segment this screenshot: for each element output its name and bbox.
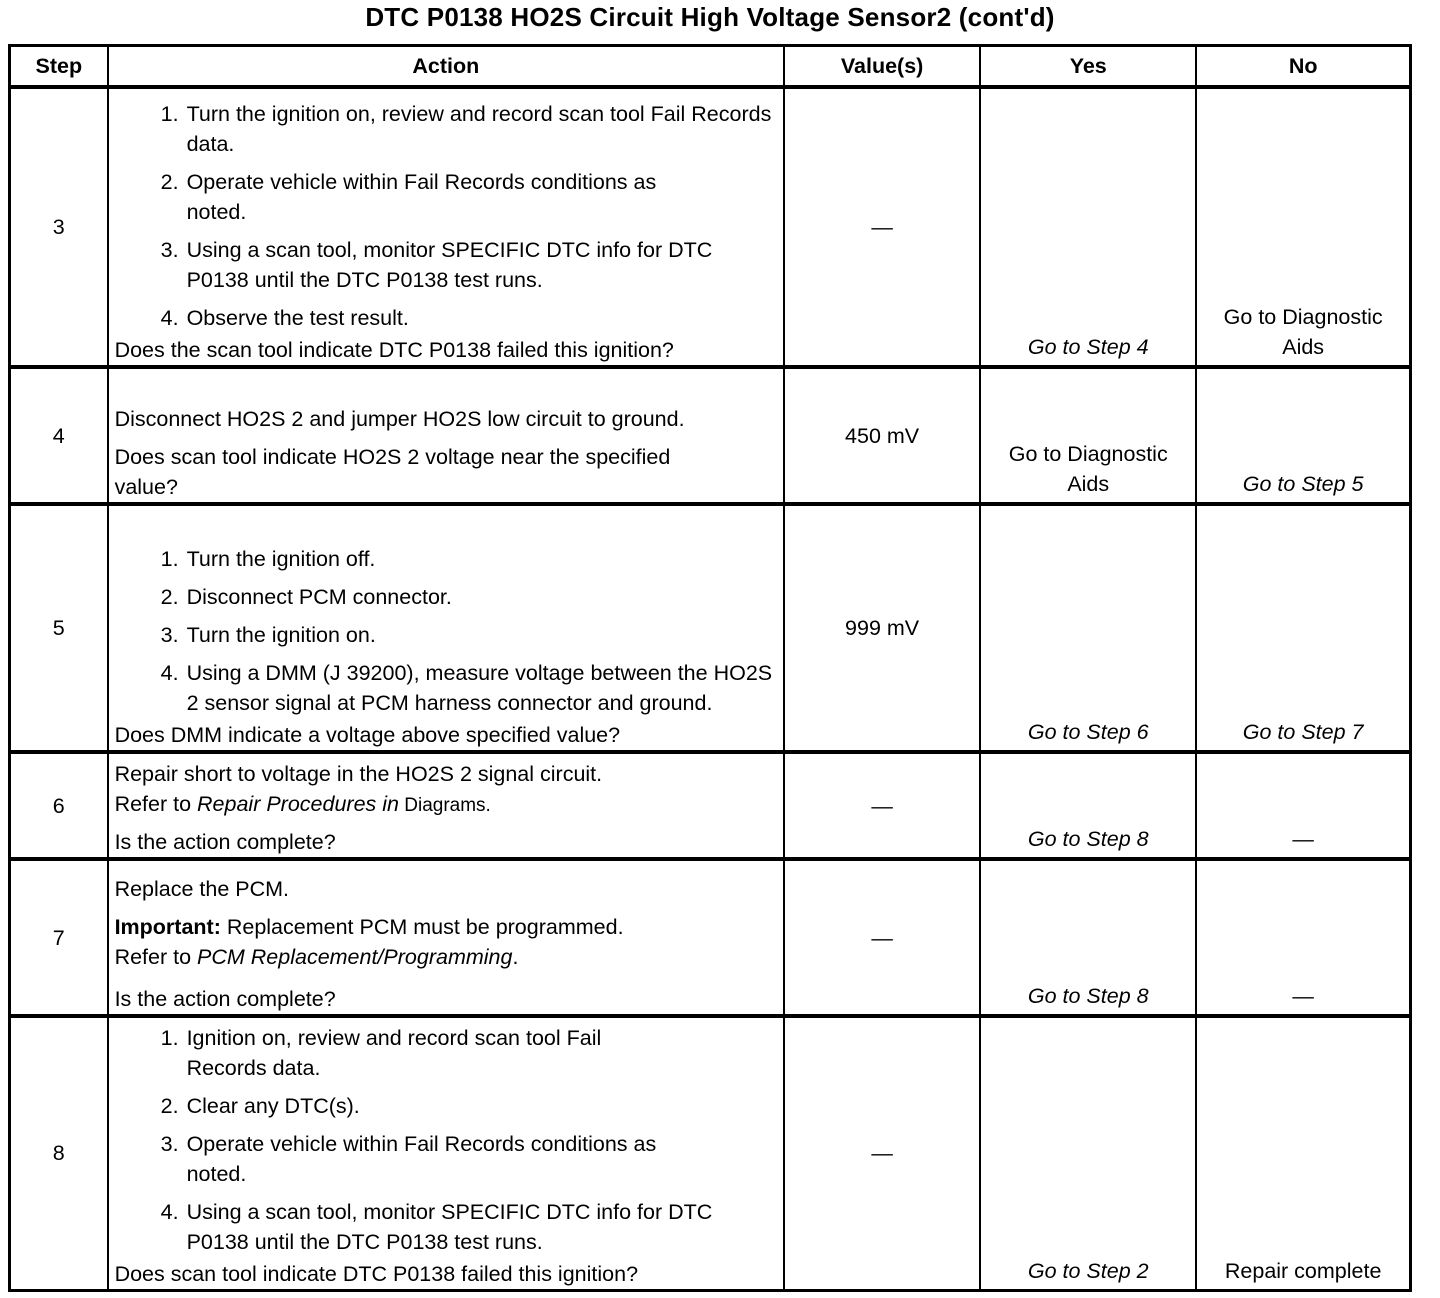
table-row [10, 504, 1411, 752]
yes-cell [980, 752, 1196, 859]
action-question: Does scan tool indicate DTC P0138 failed this ignition? [114, 1261, 639, 1286]
table-row [10, 752, 1411, 859]
list-item: 4. Using a scan tool, monitor SPECIFIC DTC info for DTC P0138 until the DTC P0138 test runs. [160, 1199, 713, 1254]
action-question: Does scan tool indicate HO2S 2 voltage near the specified value? [114, 445, 671, 499]
yes-cell [980, 1016, 1196, 1290]
action-text: Repair short to voltage in the HO2S 2 signal circuit. [114, 762, 603, 786]
action-question: Does the scan tool indicate DTC P0138 failed this ignition? [114, 338, 674, 362]
table-row [10, 87, 1411, 367]
value-dash: — [871, 1141, 893, 1166]
list-item: 4. Using a DMM (J 39200), measure voltage between the HO2S 2 sensor signal at PCM harness connector and ground. [160, 661, 773, 715]
action-cell [108, 87, 784, 367]
no-cell [1196, 1016, 1410, 1290]
action-list [115, 544, 777, 718]
table-row [10, 367, 1411, 504]
list-item: 1. Turn the ignition off. [160, 547, 376, 571]
no-link[interactable]: Go to Step 5 [1242, 472, 1364, 496]
value-cell: 999 mV [784, 504, 980, 752]
yes-cell [980, 87, 1196, 367]
no-dash: — [1292, 984, 1314, 1008]
value-dash: — [871, 215, 893, 239]
step-number: 7 [10, 859, 108, 1016]
list-item: 1. Ignition on, review and record scan tool Fail Records data. [160, 1025, 602, 1080]
no-dash: — [1292, 827, 1314, 851]
important-note: Important: Replacement PCM must be programmed. Refer to PCM Replacement/Programming. [114, 915, 624, 969]
list-item: 3. Using a scan tool, monitor SPECIFIC DTC info for DTC P0138 until the DTC P0138 test runs. [160, 238, 713, 292]
step-number: 4 [10, 367, 108, 504]
table-row [10, 859, 1411, 1016]
yes-link[interactable]: Go to Step 8 [1027, 984, 1149, 1008]
no-cell [1196, 367, 1410, 504]
action-question: Is the action complete? [114, 987, 336, 1011]
list-item: 3. Turn the ignition on. [160, 623, 376, 647]
no-link[interactable]: Repair complete [1224, 1258, 1382, 1283]
value-cell [784, 859, 980, 1016]
step-number: 5 [10, 504, 108, 752]
list-item: 1. Turn the ignition on, review and record scan tool Fail Records data. [160, 102, 772, 156]
action-cell [108, 367, 784, 504]
action-text: Disconnect HO2S 2 and jumper HO2S low circuit to ground. [114, 407, 685, 431]
value-cell [784, 87, 980, 367]
header-yes: Yes [980, 46, 1196, 88]
action-question: Does DMM indicate a voltage above specified value? [114, 723, 621, 747]
header-values: Value(s) [784, 46, 980, 88]
action-question: Is the action complete? [114, 830, 336, 854]
no-link[interactable]: Go to Diagnostic Aids [1223, 305, 1383, 359]
important-label: Important: [114, 915, 221, 939]
action-cell [108, 859, 784, 1016]
step-number: 8 [10, 1016, 108, 1290]
step-number: 6 [10, 752, 108, 859]
action-cell [108, 504, 784, 752]
action-text: Replace the PCM. [114, 877, 290, 901]
value-dash: — [871, 793, 893, 818]
header-step: Step [10, 46, 108, 88]
yes-link[interactable]: Go to Step 6 [1027, 720, 1149, 744]
header-no: No [1196, 46, 1410, 88]
value-cell [784, 1016, 980, 1290]
yes-link[interactable]: Go to Step 8 [1027, 827, 1149, 851]
action-list [115, 99, 777, 333]
table-header-row [10, 46, 1411, 88]
yes-link[interactable]: Go to Step 2 [1027, 1258, 1149, 1283]
page-title: DTC P0138 HO2S Circuit High Voltage Sensor2 (cont'd) [365, 2, 1055, 32]
yes-cell [980, 367, 1196, 504]
yes-cell [980, 504, 1196, 752]
action-refer: Refer to Repair Procedures in Diagrams. [114, 792, 491, 816]
repair-procedures-link[interactable]: Repair Procedures in [197, 792, 399, 816]
yes-link[interactable]: Go to Diagnostic Aids [1008, 442, 1168, 496]
action-cell [108, 1016, 784, 1290]
no-link[interactable]: Go to Step 7 [1242, 720, 1364, 744]
pcm-replacement-link[interactable]: PCM Replacement/Programming [197, 945, 513, 969]
no-cell [1196, 859, 1410, 1016]
table-row [10, 1016, 1411, 1290]
header-action: Action [108, 46, 784, 88]
no-cell [1196, 87, 1410, 367]
list-item: 4. Observe the test result. [160, 306, 409, 330]
no-cell [1196, 752, 1410, 859]
value-dash: — [871, 925, 893, 950]
action-list [115, 1023, 777, 1257]
list-item: 2. Disconnect PCM connector. [160, 585, 452, 609]
value-cell: 450 mV [784, 367, 980, 504]
list-item: 2. Clear any DTC(s). [160, 1093, 360, 1118]
diagnostic-table [8, 44, 1412, 1292]
list-item: 3. Operate vehicle within Fail Records conditions as noted. [160, 1131, 657, 1186]
step-number: 3 [10, 87, 108, 367]
no-cell [1196, 504, 1410, 752]
value-cell [784, 752, 980, 859]
yes-cell [980, 859, 1196, 1016]
action-cell [108, 752, 784, 859]
yes-link[interactable]: Go to Step 4 [1027, 335, 1149, 359]
list-item: 2. Operate vehicle within Fail Records conditions as noted. [160, 170, 657, 224]
